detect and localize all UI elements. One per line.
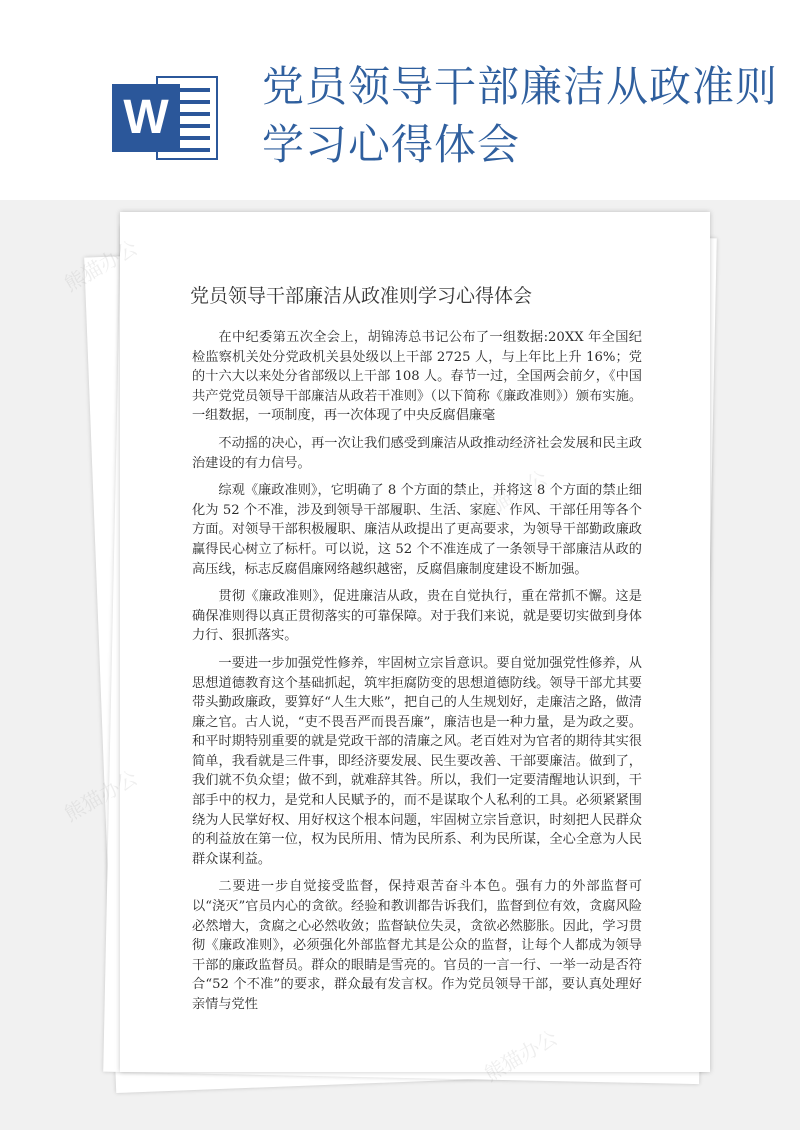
paragraph: 综观《廉政准则》，它明确了 8 个方面的禁止，并将这 8 个方面的禁止细化为 52 个不准，涉及到领导干部履职、生活、家庭、作风、干部任用等各个方面。对领导干部积极履职、廉洁从政提出了更高要求，为领导干部勤政廉政赢得民心树立了标杆。可以说，这 52 个不准连成了一条领导干部廉洁从政的高压线，标志反腐倡廉网络越织越密，反腐倡廉制度建设不断加强。 (192, 483, 642, 577)
banner-title: 党员领导干部廉洁从政准则学习心得体会 (262, 62, 779, 169)
paragraph: 在中纪委第五次全会上，胡锦涛总书记公布了一组数据:20XX 年全国纪检监察机关处分党政机关县处级以上干部 2725 人，与上年比上升 16%；党的十六大以来处分省部级以上干部 108 人。春节一过，全国两会前夕，《中国共产党党员领导干部廉洁从政若干准则》（以下简称《廉政准则》）颁布实施。一组数据，一项制度，再一次体现了中央反腐倡廉毫 (192, 330, 642, 424)
banner (0, 0, 800, 200)
document-body (192, 328, 642, 1023)
paragraph: 二要进一步自觉接受监督，保持艰苦奋斗本色。强有力的外部监督可以“浇灭”官员内心的贪欲。经验和教训都告诉我们，监督到位有效，贪腐风险必然增大，贪腐之心必然收敛；监督缺位失灵，贪欲必然膨胀。因此，学习贯彻《廉政准则》，必须强化外部监督尤其是公众的监督，让每个人都成为领导干部的廉政监督员。群众的眼睛是雪亮的。官员的一言一行、一举一动是否符合“52 个不准”的要求，群众最有发言权。作为党员领导干部，要认真处理好亲情与党性 (192, 879, 642, 1012)
paragraph: 一要进一步加强党性修养，牢固树立宗旨意识。要自觉加强党性修养，从思想道德教育这个基础抓起，筑牢拒腐防变的思想道德防线。领导干部尤其要带头勤政廉政，要算好“人生大账”，把自己的人生规划好，走廉洁之路，做清廉之官。古人说，“吏不畏吾严而畏吾廉”，廉洁也是一种力量，是为政之要。和平时期特别重要的就是党政干部的清廉之风。老百姓对为官者的期待其实很简单，我看就是三件事，即经济要发展、民生要改善、干部要廉洁。做到了，我们就不负众望；做不到，就难辞其咎。所以，我们一定要清醒地认识到，干部手中的权力，是党和人民赋予的，而不是谋取个人私利的工具。必须紧紧围绕为人民掌好权、用好权这个根本问题，牢固树立宗旨意识，时刻把人民群众的利益放在第一位，权为民所用、情为民所系、利为民所谋，全心全意为人民群众谋利益。 (192, 655, 642, 867)
document-title: 党员领导干部廉洁从政准则学习心得体会 (190, 285, 533, 307)
watermark-icon: 熊猫办公 (60, 765, 142, 827)
document-page (120, 212, 710, 1072)
paragraph: 不动摇的决心，再一次让我们感受到廉洁从政推动经济社会发展和民主政治建设的有力信号。 (192, 435, 642, 471)
word-document-icon (112, 68, 220, 168)
paragraph: 贯彻《廉政准则》，促进廉洁从政，贵在自觉执行，重在常抓不懈。这是确保准则得以真正贯彻落实的可靠保障。对于我们来说，就是要切实做到身体力行、狠抓落实。 (192, 589, 642, 644)
word-letter-badge: W (112, 84, 180, 152)
